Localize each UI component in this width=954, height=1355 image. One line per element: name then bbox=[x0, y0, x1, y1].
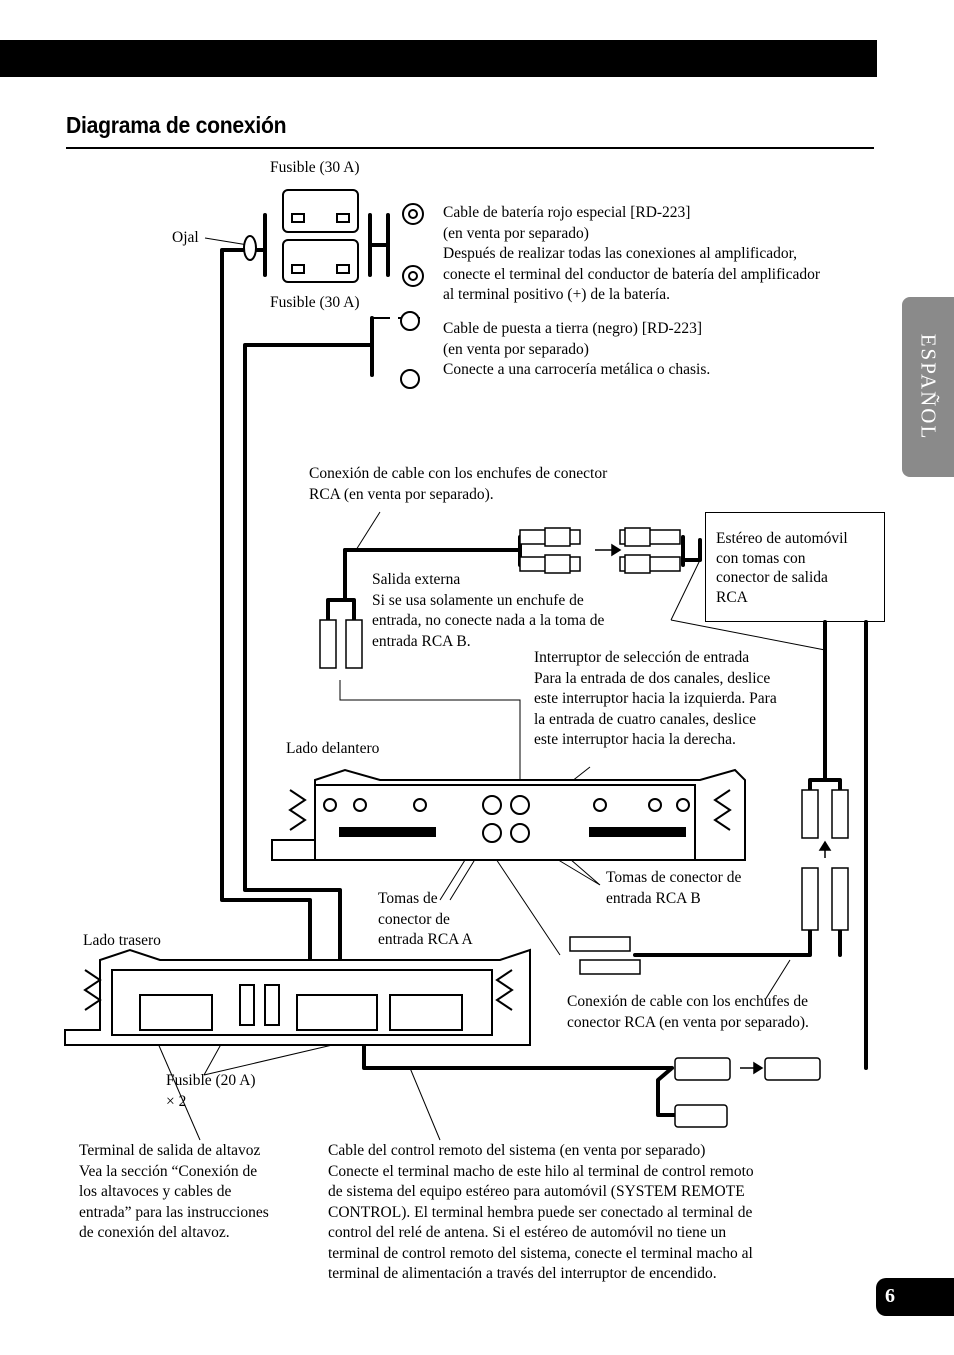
rca-connection-bottom-note: Conexión de cable con los enchufes de conector RCA (en venta por separado). bbox=[567, 993, 809, 1031]
input-switch-note: Interruptor de selección de entrada Para la entrada de dos canales, deslice este interruptor hacia la izquierda. Para la entrada de cuatro canales, deslice este interruptor hacia la derecha. bbox=[534, 649, 777, 748]
rca-connection-top-note: Conexión de cable con los enchufes de conector RCA (en venta por separado). bbox=[309, 465, 608, 503]
battery-cable-note: Cable de batería rojo especial [RD-223] (en venta por separado) Después de realizar todas las conexiones al amplificador, conecte el terminal del conductor de batería del amplificador al terminal positivo (+) de la batería. bbox=[443, 204, 820, 303]
rca-harness-split bbox=[328, 550, 354, 620]
rear-side-label: Lado trasero bbox=[83, 932, 161, 949]
fuse-wire-right bbox=[370, 215, 388, 275]
front-side-label: Lado delantero bbox=[286, 740, 380, 757]
fuse-bottom-label: Fusible (30 A) bbox=[270, 294, 360, 311]
amplifier-front bbox=[272, 770, 745, 860]
remote-cable-note: Cable del control remoto del sistema (en venta por separado) Conecte el terminal macho de este hilo al terminal de control remoto de sistema del equipo estéreo para automóvil (SYSTEM REMOTE CONTROL). El terminal hembra puede ser conectado al terminal de control del relé de antena. Si el estéreo de automóvil no tiene un terminal de control remoto del sistema, conecte el terminal macho al terminal de alimentación a través del interruptor de encendido. bbox=[328, 1142, 754, 1282]
grommet-label: Ojal bbox=[172, 229, 199, 246]
rca-jacks-b-label: Tomas de conector de entrada RCA B bbox=[606, 869, 742, 907]
amplifier-rear bbox=[65, 950, 530, 1045]
page-number: 6 bbox=[885, 1285, 895, 1307]
battery-power-wire bbox=[222, 250, 310, 985]
speaker-terminal-note: Terminal de salida de altavoz Vea la sección “Conexión de los altavoces y cables de entrada” para las instrucciones de conexión del altavoz. bbox=[79, 1142, 269, 1241]
fuse-20-label: Fusible (20 A) × 2 bbox=[166, 1072, 256, 1110]
rca-b-wire bbox=[635, 930, 840, 955]
fuse-top-label: Fusible (30 A) bbox=[270, 159, 360, 176]
stereo-output-wire bbox=[810, 622, 840, 790]
external-output-note: Salida externa Si se usa solamente un enchufe de entrada, no conecte nada a la toma de entrada RCA B. bbox=[372, 571, 605, 650]
page-title: Diagrama de conexión bbox=[66, 112, 287, 138]
fuse-top bbox=[283, 190, 358, 232]
fuse-bottom bbox=[283, 240, 358, 282]
car-stereo-note: Estéreo de automóvil con tomas con conector de salida RCA bbox=[716, 530, 848, 606]
ground-cable-note: Cable de puesta a tierra (negro) [RD-223] (en venta por separado) Conecte a una carrocería metálica o chasis. bbox=[443, 320, 711, 378]
rca-jacks-a-label: Tomas de conector de entrada RCA A bbox=[378, 890, 473, 948]
language-tab-label: ESPAÑOL bbox=[916, 333, 941, 441]
